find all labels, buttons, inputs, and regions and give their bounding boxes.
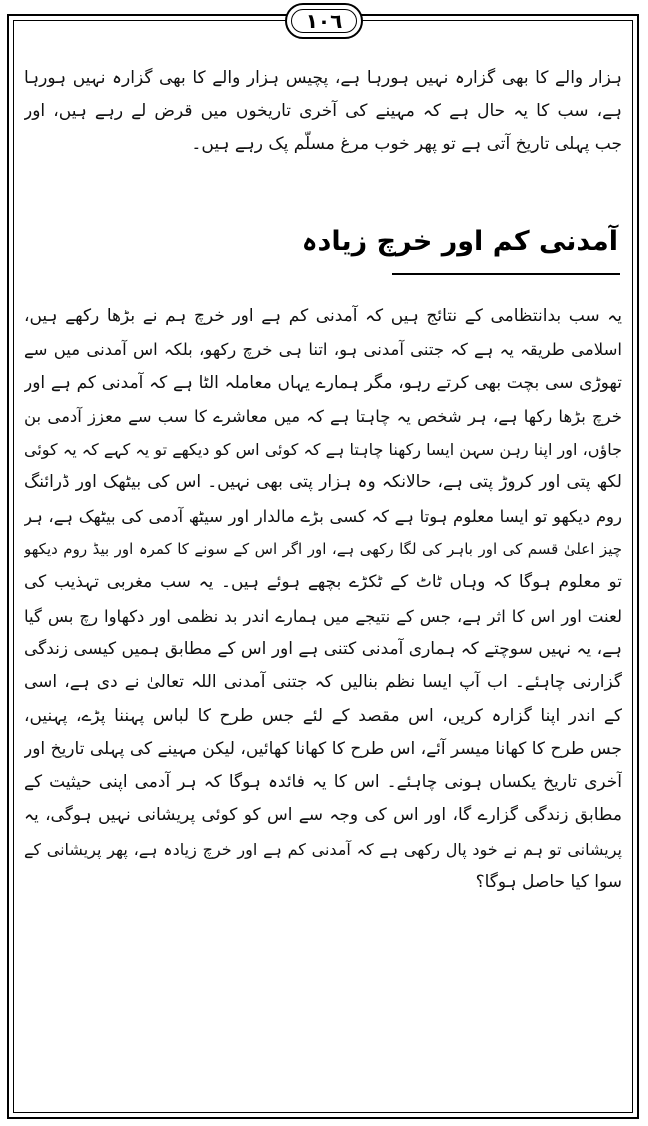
text-line: روم دیکھو تو ایسا معلوم ہوتا ہے کہ کسی بڑے مالدار اور سیٹھ آدمی کی بیٹھک ہے، ہر xyxy=(24,506,622,526)
section-heading-underline xyxy=(392,273,620,275)
text-line: جب پہلی تاریخ آتی ہے تو پھر خوب مرغ مسلّم پک رہے ہیں۔ xyxy=(191,134,622,154)
page-number: ١٠٦ xyxy=(291,9,357,33)
intro-paragraph xyxy=(24,62,622,161)
text-line: ہزار والے کا بھی گزارہ نہیں ہورہا ہے، پچیس ہزار والے کا بھی گزارہ نہیں ہورہا xyxy=(24,68,622,88)
text-line: تو معلوم ہوگا کہ وہاں ٹاٹ کے ٹکڑے بچھے ہوئے ہیں۔ یہ سب مغربی تہذیب کی xyxy=(24,572,622,593)
text-line: خرچ بڑھا رکھا ہے، ہر شخص یہ چاہتا ہے کہ میں معاشرے کا سب سے معزز آدمی بن xyxy=(24,406,622,426)
text-line: سوا کیا حاصل ہوگا؟ xyxy=(475,872,622,893)
text-line: چیز اعلیٰ قسم کی اور باہر کی لگا رکھی ہے، اور اگر اس کے سونے کا کمرہ اور بیڈ روم دیکھو xyxy=(24,540,622,559)
text-line: جس طرح کا کھانا میسر آئے، اس طرح کا کھانا کھائیں، لیکن مہینے کی پہلی تاریخ اور xyxy=(24,738,622,759)
text-line: پریشانی تو ہم نے خود پال رکھی ہے کہ آمدنی کم ہے اور خرچ زیادہ ہے، پھر پریشانی کے xyxy=(24,839,622,859)
text-line: لعنت اور اس کا اثر ہے، جس کے نتیجے میں ہمارے اندر بد نظمی اور دکھاوا رچ بس گیا xyxy=(24,606,622,626)
text-line: ہے، یہ نہیں سوچتے کہ ہماری آمدنی کتنی ہے اور اس کے مطابق ہمیں کیسی زندگی xyxy=(24,638,622,659)
body-paragraph xyxy=(24,300,622,899)
text-line: ہے، سب کا یہ حال ہے کہ مہینے کی آخری تاریخوں میں قرض لے رہے ہیں، اور xyxy=(24,101,622,121)
text-line: کے اندر اپنا گزارہ کریں، اس مقصد کے لئے جس طرح کا لباس پہننا پڑے، پہنیں، xyxy=(24,705,622,726)
page-number-badge xyxy=(285,3,363,39)
text-line: مطابق زندگی گزارے گا، اور اس کی وجہ سے اس کو کوئی پریشانی نہیں ہوگی، یہ xyxy=(24,805,622,826)
section-heading: آمدنی کم اور خرچ زیادہ xyxy=(301,226,618,257)
text-line: آخری تاریخ یکساں ہونی چاہئے۔ اس کا یہ فائدہ ہوگا کہ ہر آدمی اپنی حیثیت کے xyxy=(24,772,622,793)
text-line: گزارنی چاہئے۔ اب آپ ایسا نظم بنالیں کہ جتنی آمدنی اللہ تعالیٰ نے دی ہے، اسی xyxy=(24,672,622,693)
text-line: جاؤں، اور اپنا رہن سہن ایسا رکھنا چاہتا ہے کہ کوئی اس کو دیکھے تو یہ کہے کہ یہ کوئی xyxy=(24,440,622,460)
text-line: تھوڑی سی بچت بھی کرتے رہو، مگر ہمارے یہاں معاملہ الٹا ہے کہ آمدنی کم ہے اور xyxy=(24,372,622,393)
text-line: یہ سب بدانتظامی کے نتائج ہیں کہ آمدنی کم ہے اور خرچ ہم نے بڑھا رکھے ہیں، xyxy=(24,306,622,326)
text-line: اسلامی طریقہ یہ ہے کہ جتنی آمدنی ہو، اتنا ہی خرچ رکھو، بلکہ اس آمدنی میں سے xyxy=(24,340,622,360)
text-line: لکھ پتی اور کروڑ پتی ہے، حالانکہ وہ ہزار پتی بھی نہیں۔ اس کی بیٹھک اور ڈرائنگ xyxy=(24,472,622,493)
